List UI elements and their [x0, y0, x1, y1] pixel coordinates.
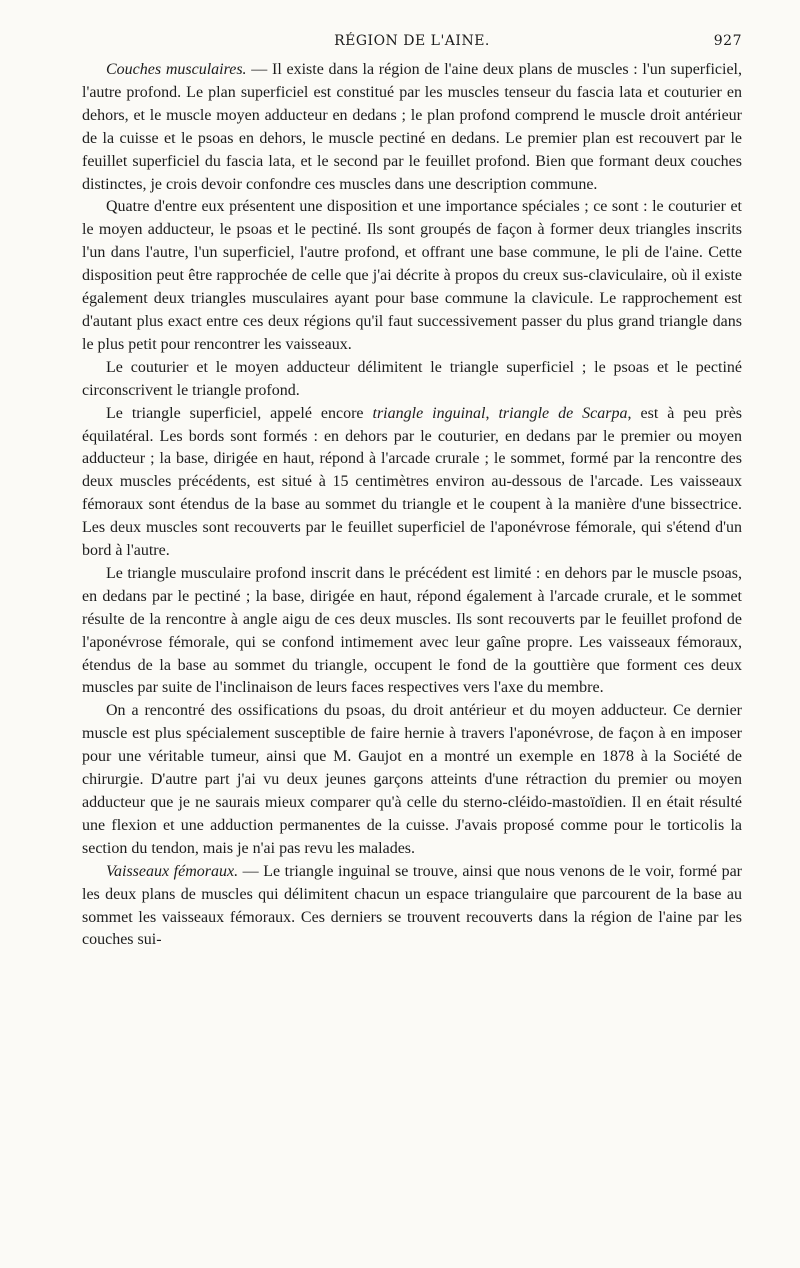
running-title: RÉGION DE L'AINE.	[334, 33, 490, 49]
paragraph-text: , est à peu près équilatéral. Les bords sont formés : en dehors par le couturier, en dedans par le premier ou moyen adducteur ; la base, dirigée en haut, répond à l'arcade crurale ; le sommet, formé par la rencontre des deux muscles précédents, est situé à 15 centimètres environ au-dessous de l'arcade. Les vaisseaux fémoraux sont étendus de la base au sommet du triangle et le coupent à la manière d'une bissectrice. Les deux muscles sont recouverts par le feuillet superficiel de l'aponévrose fémorale, qui s'étend d'un bord à l'autre.	[82, 404, 743, 560]
italic-term: triangle inguinal	[372, 404, 486, 422]
section-heading-vaisseaux-femoraux: Vaisseaux fémoraux.	[106, 862, 239, 880]
section-heading-couches-musculaires: Couches musculaires.	[106, 61, 247, 78]
paragraph-vaisseaux-femoraux	[82, 861, 742, 953]
paragraph: Le triangle musculaire profond inscrit dans le précédent est limité : en dehors par le muscle psoas, en dedans par le pectiné ; la base, dirigée en haut, répond également à l'arcade crurale, et le sommet résulte de la rencontre à angle aigu de ces deux muscles. Ils sont recouverts par le feuillet profond de l'aponévrose fémorale, qui se confond intimement avec leur gaîne propre. Les vaisseaux fémoraux, étendus de la base au sommet du triangle, occupent le fond de la gouttière que forment ces deux muscles par suite de l'inclinaison de leurs faces respectives vers l'axe du membre.	[82, 564, 742, 697]
paragraph: On a rencontré des ossifications du psoas, du droit antérieur et du moyen adducteur. Ce dernier muscle est plus spécialement susceptible de faire hernie à travers l'aponévrose, de façon à en imposer pour une véritable tumeur, ainsi que M. Gaujot en a montré un exemple en 1878 à la Société de chirurgie. D'autre part j'ai vu deux jeunes garçons atteints d'une rétraction du premier ou moyen adducteur que je ne saurais mieux comparer qu'à celle du sterno-cléido-mastoïdien. Il en était résulté une flexion et une adduction permanentes de la cuisse. J'avais proposé comme pour le torticolis la section du tendon, mais je n'ai pas revu les malades.	[82, 702, 742, 857]
page-number: 927	[713, 33, 742, 49]
paragraph-triangle-superficiel	[82, 403, 742, 563]
paragraph-text: — Il existe dans la région de l'aine deux plans de muscles : l'un superficiel, l'autre profond. Le plan superficiel est constitué par les muscles tenseur du fascia lata et couturier en dehors, et le muscle moyen adducteur en dedans ; le plan profond comprend le muscle droit antérieur de la cuisse et le psoas en dehors, le muscle pectiné en dedans. Le premier plan est recouvert par le feuillet superficiel du fascia lata, et le second par le feuillet profond. Bien que formant deux couches distinctes, je crois devoir confondre ces muscles dans une description commune.	[82, 61, 742, 193]
paragraph: Quatre d'entre eux présentent une disposition et une importance spéciales ; ce sont : le couturier et le moyen adducteur, le psoas et le pectiné. Ils sont groupés de façon à former deux triangles inscrits l'un dans l'autre, l'un superficiel, l'autre profond, et offrant une base commune, le pli de l'aine. Cette disposition peut être rapprochée de celle que j'ai décrite à propos du creux sus-claviculaire, où il existe également deux triangles musculaires ayant pour base commune la clavicule. Le rapprochement est d'autant plus exact entre ces deux régions qu'il faut successivement passer du plus grand triangle dans le plus petit pour rencontrer les vaisseaux.	[82, 198, 742, 353]
running-header	[82, 33, 742, 53]
body-text	[82, 59, 742, 952]
paragraph-text: ,	[485, 404, 499, 422]
paragraph-couches-musculaires	[82, 59, 742, 196]
paragraph: Le couturier et le moyen adducteur délimitent le triangle superficiel ; le psoas et le pectiné circonscrivent le triangle profond.	[82, 358, 742, 399]
paragraph-text: — Le triangle inguinal se trouve, ainsi que nous venons de le voir, formé par les deux plans de muscles qui délimitent chacun un espace triangulaire que parcourent de la base au sommet les vaisseaux fémoraux. Ces derniers se trouvent recouverts dans la région de l'aine par les couches sui-	[82, 862, 743, 949]
paragraph-text: Le triangle superficiel, appelé encore	[106, 404, 373, 422]
italic-term: triangle de Scarpa	[498, 404, 628, 422]
